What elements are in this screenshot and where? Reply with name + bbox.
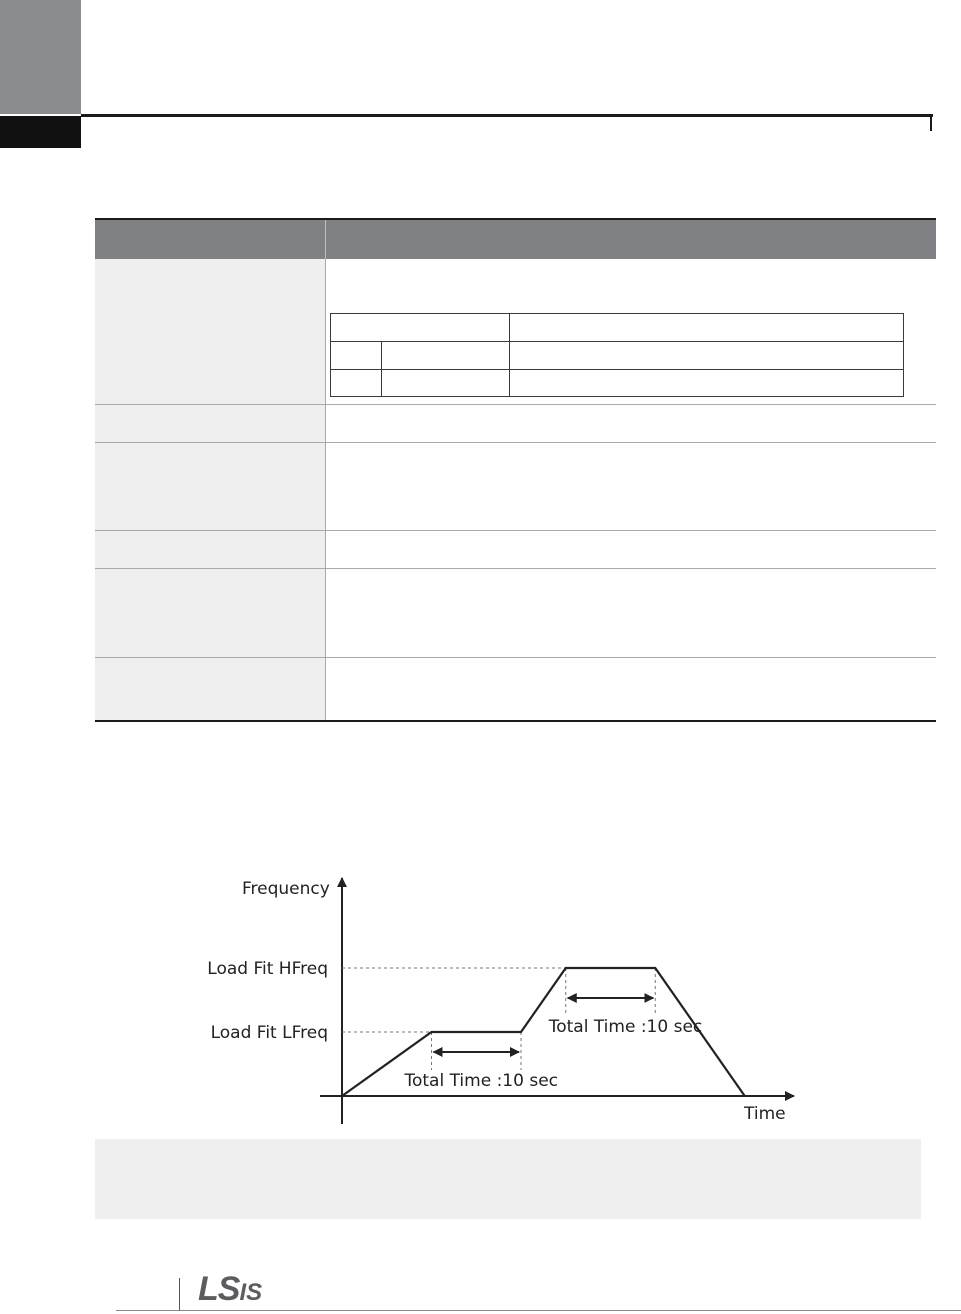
table-row-code-cell [95, 443, 325, 530]
note-box [95, 1139, 921, 1219]
table-header-code-cell [95, 220, 325, 259]
chapter-tab-marker [0, 116, 81, 148]
table-row-description-cell [325, 405, 936, 442]
table-row [95, 443, 936, 531]
table-row-code-cell [95, 531, 325, 568]
table-row-description-cell [325, 658, 936, 720]
load-fit-frequency-chart [190, 868, 810, 1130]
parameter-table [95, 218, 936, 722]
y-axis-label: Frequency [242, 879, 330, 899]
duration-label: Total Time :10 sec [404, 1071, 559, 1091]
table-row [95, 569, 936, 658]
logo-text: LS [198, 1270, 240, 1308]
table-row-code-cell [95, 569, 325, 657]
table-row [95, 405, 936, 443]
table-row-description-cell [325, 569, 936, 657]
table-row [95, 658, 936, 722]
settings-subtable [330, 313, 904, 397]
logo-suffix: IS [239, 1279, 263, 1306]
table-row-description-cell [325, 531, 936, 568]
table-row-code-cell [95, 405, 325, 442]
header-rule-tick [930, 114, 932, 131]
chapter-tab [0, 0, 81, 114]
table-row [95, 531, 936, 569]
level-label: Load Fit LFreq [210, 1023, 328, 1043]
table-row-code-cell [95, 658, 325, 720]
table-header-description-cell [325, 220, 936, 259]
table-row-description-cell [325, 259, 936, 404]
footer-divider [179, 1278, 180, 1311]
table-row-code-cell [95, 259, 325, 404]
table-row [95, 259, 936, 405]
level-label: Load Fit HFreq [207, 959, 328, 979]
duration-label: Total Time :10 sec [548, 1017, 703, 1037]
ls-is-logo [198, 1272, 262, 1306]
header-rule [81, 114, 933, 117]
table-row-description-cell [325, 443, 936, 530]
table-header-row [95, 218, 936, 259]
footer-rule [116, 1310, 961, 1311]
chart-canvas [190, 868, 810, 1130]
x-axis-label: Time [744, 1104, 786, 1124]
